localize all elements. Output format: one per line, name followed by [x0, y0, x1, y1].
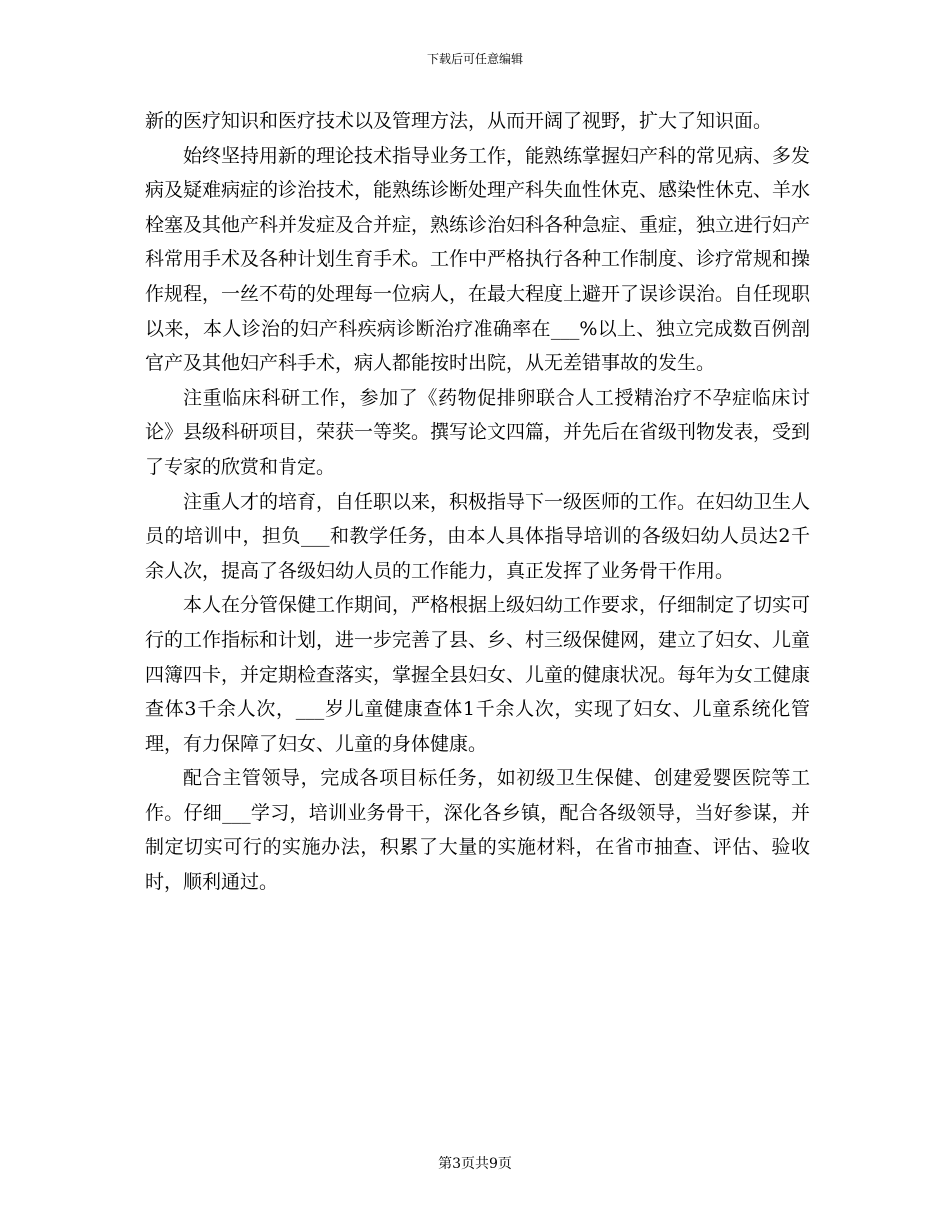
paragraph-research: 注重临床科研工作，参加了《药物促排卵联合人工授精治疗不孕症临床讨论》县级科研项目，荣获一等奖。撰写论文四篇，并先后在省级刊物发表，受到了专家的欣赏和肯定。: [145, 386, 811, 478]
document-body: [145, 104, 810, 900]
page-number-footer: 第3页共9页: [438, 1156, 512, 1172]
paragraph-clinical-skills: 始终坚持用新的理论技术指导业务工作，能熟练掌握妇产科的常见病、多发病及疑难病症的诊治技术，能熟练诊断处理产科失血性休克、感染性休克、羊水栓塞及其他产科并发症及合并症，熟练诊治妇科各种急症、重症，独立进行妇产科常用手术及各种计划生育手术。工作中严格执行各种工作制度、诊疗常规和操作规程，一丝不苟的处理每一位病人，在最大程度上避开了误诊误治。自任现职以来，本人诊治的妇产科疾病诊断治疗准确率在___%以上、独立完成数百例剖官产及其他妇产科手术，病人都能按时出院，从无差错事故的发生。: [145, 144, 811, 375]
page-header: 下载后可任意编辑: [426, 52, 523, 66]
paragraph-healthcare-management: 本人在分管保健工作期间，严格根据上级妇幼工作要求，仔细制定了切实可行的工作指标和计划，进一步完善了县、乡、村三级保健网，建立了妇女、儿童四簿四卡，并定期检查落实，掌握全县妇女、儿童的健康状况。每年为女工健康查体3千余人次，___岁儿童健康查体1千余人次，实现了妇女、儿童系统化管理，有力保障了妇女、儿童的身体健康。: [145, 594, 811, 755]
paragraph-continued: 新的医疗知识和医疗技术以及管理方法，从而开阔了视野，扩大了知识面。: [145, 110, 773, 132]
paragraph-training: 注重人才的培育，自任职以来，积极指导下一级医师的工作。在妇幼卫生人员的培训中，担负___和教学任务，由本人具体指导培训的各级妇幼人员达2千余人次，提高了各级妇幼人员的工作能力，真正发挥了业务骨干作用。: [145, 490, 811, 582]
paragraph-cooperation: 配合主管领导，完成各项目标任务，如初级卫生保健、创建爱婴医院等工作。仔细___学习，培训业务骨干，深化各乡镇，配合各级领导，当好参谋，并制定切实可行的实施办法，积累了大量的实施材料，在省市抽查、评估、验收时，顺利通过。: [145, 767, 810, 894]
